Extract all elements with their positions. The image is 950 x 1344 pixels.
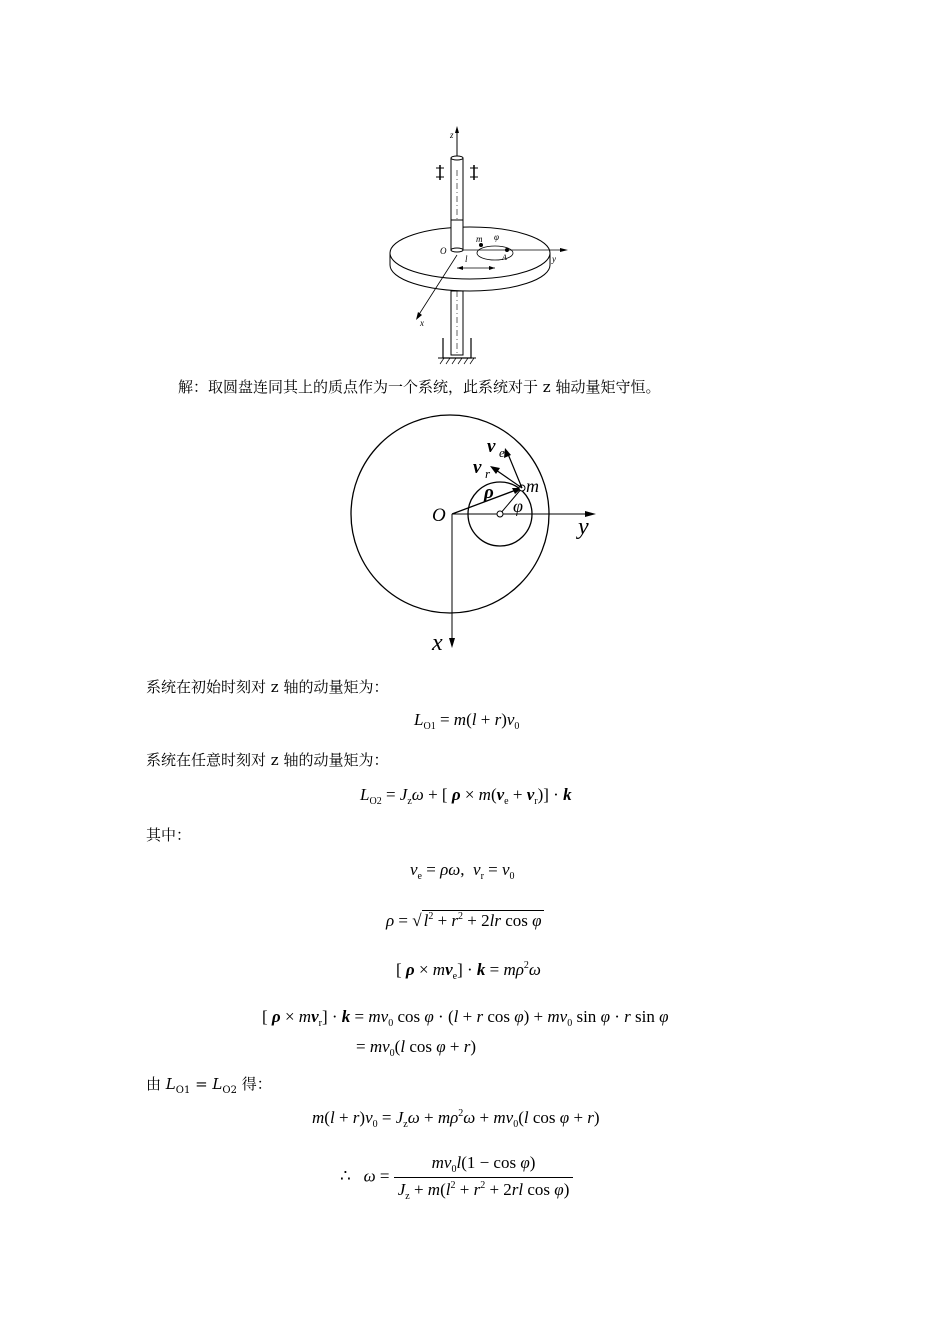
svg-text:O: O xyxy=(432,505,446,526)
equation-omega: ∴ ω = $\frac{mv_0l(1 - \cos \varphi)}{J_z + m(l^2 + r^2 + 2rl \cos \varphi)}$ xyxy=(340,1153,573,1202)
equation-rho-mvr-line2: = $mv_0(l$ cos φ + r) xyxy=(356,1037,477,1059)
disk-shaft-figure xyxy=(380,120,580,370)
text-initial: 系统在初始时刻对 z 轴的动量矩为： xyxy=(146,678,389,696)
svg-text:m: m xyxy=(476,234,483,244)
top-view-figure xyxy=(340,410,610,660)
svg-text:y: y xyxy=(552,254,556,264)
svg-text:A: A xyxy=(502,253,507,262)
svg-text:ρ: ρ xyxy=(484,482,494,503)
svg-text:v: v xyxy=(487,436,496,457)
text-from: 由 $L_{O1} = L_{O2}$ 得： xyxy=(146,1075,272,1096)
equation-rho: ρ = √ $l^2 + r^2 + 2lr$ cos φ xyxy=(386,911,542,930)
svg-text:x: x xyxy=(432,630,443,656)
equation-LO1: $L_{O1} = m(l + r)v_0$ xyxy=(414,710,520,732)
equation-LO2: $L_{O2} = J_z\omega$ + [ $\rho \times m(v_e + v_r)] \cdot k$ xyxy=(360,785,572,807)
svg-text:φ: φ xyxy=(513,496,523,516)
equation-balance: $m(l + r)v_0 = J_z\omega + m\rho^2\omega + mv_0(l$ cos φ + r) xyxy=(312,1108,600,1130)
svg-text:x: x xyxy=(420,318,424,328)
svg-text:l: l xyxy=(465,254,468,264)
text-where: 其中： xyxy=(146,826,192,844)
equation-rho-mvr-line1: [ $\rho \times mv_r] \cdot k = mv_0$ cos φ · (l + r $\cos \varphi) + mv_0$ sin φ · r sin φ xyxy=(262,1007,669,1029)
svg-text:r: r xyxy=(485,466,491,481)
z-label: z xyxy=(450,130,454,140)
solution-intro: 解：取圆盘连同其上的质点作为一个系统，此系统对于 z 轴动量矩守恒。 xyxy=(178,378,661,396)
equation-rho-mve: [ $\rho \times mv_e] \cdot k = m\rho^2\omega$ xyxy=(396,960,541,982)
svg-text:e: e xyxy=(499,445,505,460)
svg-text:φ: φ xyxy=(494,232,499,242)
text-any-time: 系统在任意时刻对 z 轴的动量矩为： xyxy=(146,751,389,769)
disk xyxy=(390,227,550,291)
svg-text:m: m xyxy=(526,476,539,496)
equation-velocities: $v_e = \rho\omega$, $v_r = v_0$ xyxy=(410,860,515,882)
svg-text:v: v xyxy=(473,457,482,478)
svg-text:O: O xyxy=(440,246,447,256)
svg-text:y: y xyxy=(578,514,589,540)
